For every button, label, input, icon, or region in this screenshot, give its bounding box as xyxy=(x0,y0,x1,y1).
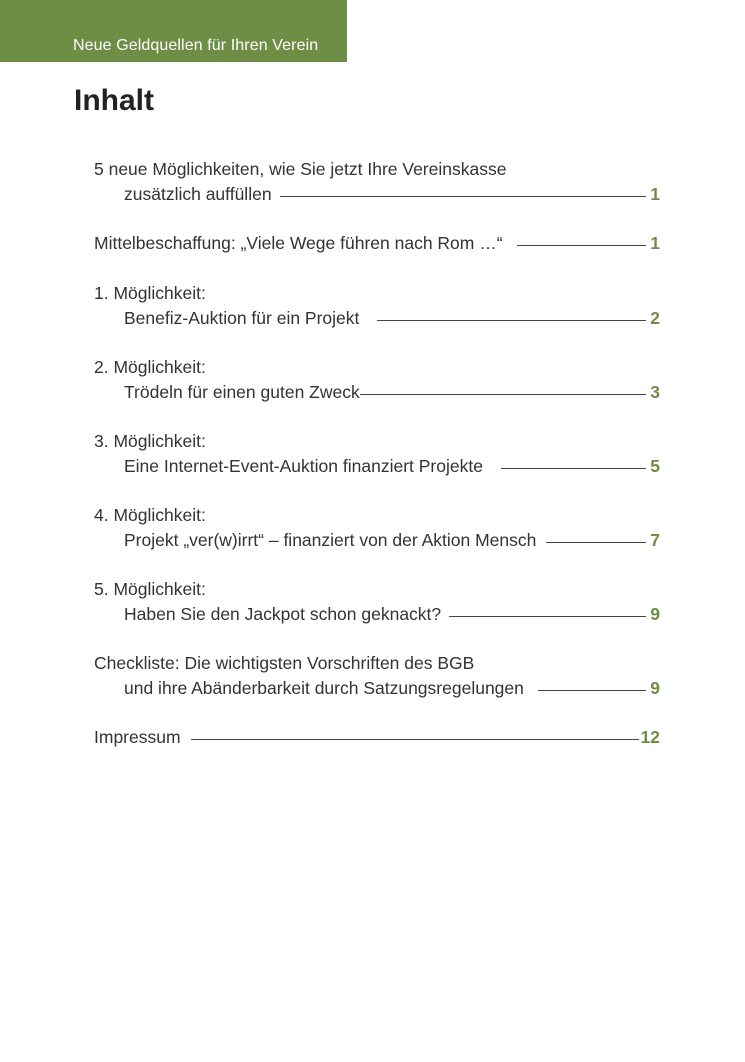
toc-entry-title: Trödeln für einen guten Zweck xyxy=(124,381,360,402)
header-banner xyxy=(0,0,347,62)
toc-entry-2[interactable] xyxy=(94,231,660,256)
toc-entry-title: Haben Sie den Jackpot schon geknackt? xyxy=(124,603,442,624)
toc-entry-7[interactable] xyxy=(94,577,660,626)
dot-leader xyxy=(546,542,646,543)
toc-entry-4[interactable] xyxy=(94,355,660,404)
dot-leader xyxy=(191,739,639,740)
dot-leader xyxy=(517,245,646,246)
toc-entry-title: Mittelbeschaffung: „Viele Wege führen nach Rom …“ xyxy=(94,233,503,253)
toc-entry-1[interactable] xyxy=(94,157,660,206)
dot-leader xyxy=(377,320,646,321)
banner-title: Neue Geldquellen für Ihren Verein xyxy=(73,37,319,54)
toc-entry-title: zusätzlich auffüllen xyxy=(124,183,272,204)
toc-entry-heading: 2. Möglichkeit: xyxy=(94,357,206,377)
toc-entry-title: Impressum xyxy=(94,727,181,747)
toc-page-number: 9 xyxy=(650,603,660,624)
toc-page-number: 7 xyxy=(650,529,660,550)
toc-entry-3[interactable] xyxy=(94,281,660,330)
dot-leader xyxy=(449,616,646,617)
toc-page-number: 2 xyxy=(650,307,660,328)
toc-entry-8[interactable] xyxy=(94,651,660,700)
toc-page-number: 3 xyxy=(650,381,660,402)
toc-entry-title: und ihre Abänderbarkeit durch Satzungsregelungen xyxy=(124,677,524,698)
toc-page-number: 12 xyxy=(640,727,660,747)
page-title: Inhalt xyxy=(74,84,154,117)
toc-page-number: 1 xyxy=(650,183,660,204)
toc-entry-heading: 1. Möglichkeit: xyxy=(94,283,206,303)
toc-entry-heading: 4. Möglichkeit: xyxy=(94,505,206,525)
dot-leader xyxy=(280,196,646,197)
toc-entry-title: Projekt „ver(w)irrt“ – finanziert von der Aktion Mensch xyxy=(124,529,537,550)
toc-entry-heading: Checkliste: Die wichtigsten Vorschriften des BGB xyxy=(94,653,475,673)
toc-entry-5[interactable] xyxy=(94,429,660,478)
toc-entry-title: Benefiz-Auktion für ein Projekt xyxy=(124,307,360,328)
dot-leader xyxy=(360,394,646,395)
toc-page-number: 9 xyxy=(650,677,660,698)
toc-page-number: 1 xyxy=(650,233,660,253)
toc-page-number: 5 xyxy=(650,455,660,476)
dot-leader xyxy=(501,468,646,469)
toc-entry-heading: 5. Möglichkeit: xyxy=(94,579,206,599)
toc-entry-6[interactable] xyxy=(94,503,660,552)
toc-entry-9[interactable] xyxy=(94,725,660,750)
toc-entry-title: Eine Internet-Event-Auktion finanziert Projekte xyxy=(124,455,483,476)
toc-entry-heading: 5 neue Möglichkeiten, wie Sie jetzt Ihre Vereinskasse xyxy=(94,159,507,179)
dot-leader xyxy=(538,690,646,691)
toc-entry-heading: 3. Möglichkeit: xyxy=(94,431,206,451)
